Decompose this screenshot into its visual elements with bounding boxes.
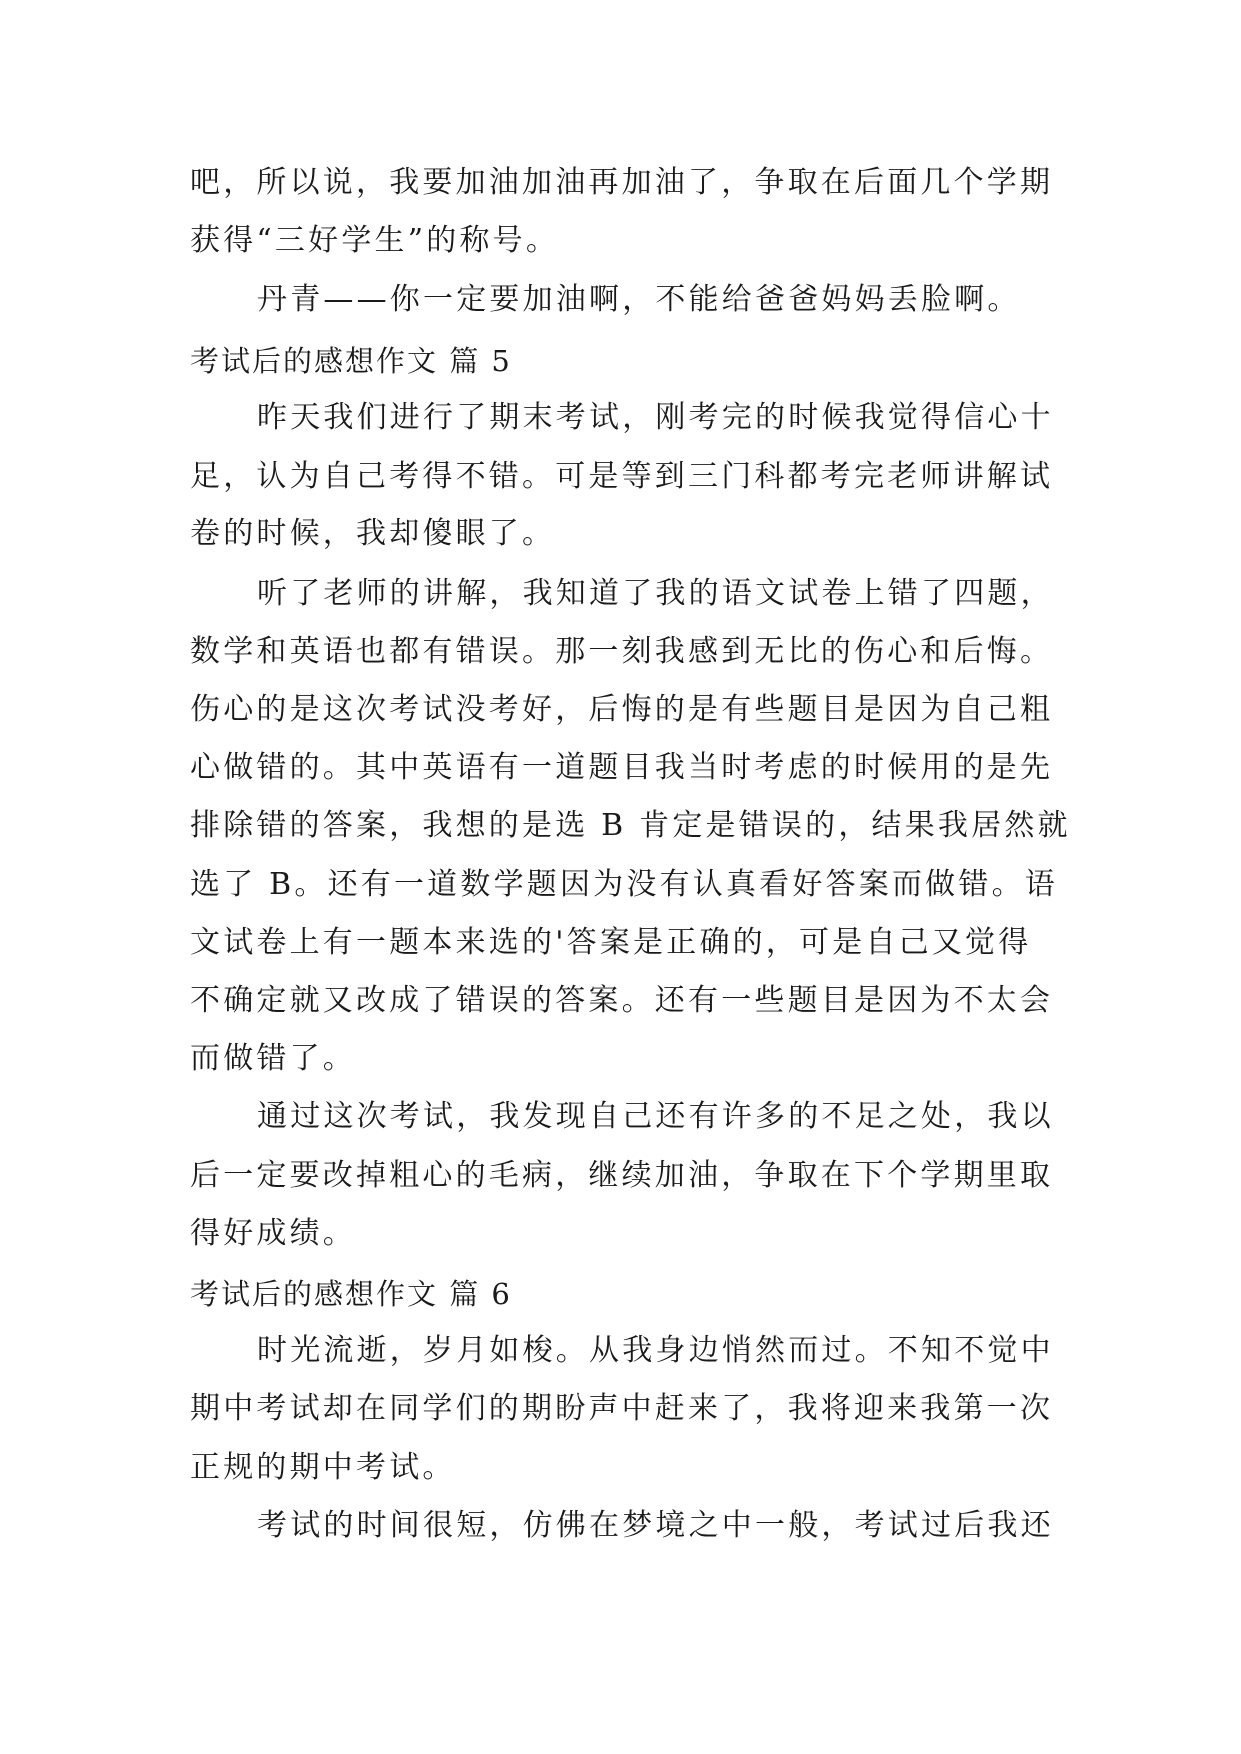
paragraph-line: 听了老师的讲解，我知道了我的语文试卷上错了四题， [257,576,1054,611]
paragraph-line: 卷的时候，我却傻眼了。 [190,516,556,551]
paragraph-line: 后一定要改掉粗心的毛病，继续加油，争取在下个学期里取 [190,1158,1054,1193]
paragraph-line: 期中考试却在同学们的期盼声中赶来了，我将迎来我第一次 [190,1391,1054,1426]
paragraph-line: 排除错的答案，我想的是选 B 肯定是错误的，结果我居然就 [190,808,1071,843]
section-heading: 考试后的感想作文 篇 6 [190,1277,512,1311]
paragraph-line: 足，认为自己考得不错。可是等到三门科都考完老师讲解试 [190,459,1054,494]
paragraph-line: 昨天我们进行了期末考试，刚考完的时候我觉得信心十 [257,400,1054,435]
paragraph-line: 数学和英语也都有错误。那一刻我感到无比的伤心和后悔。 [190,634,1054,669]
paragraph-line: 而做错了。 [190,1041,356,1076]
paragraph-line: 文试卷上有一题本来选的'答案是正确的，可是自己又觉得 [190,925,1032,960]
paragraph-line: 吧，所以说，我要加油加油再加油了，争取在后面几个学期 [190,165,1054,200]
paragraph-line: 获得“三好学生”的称号。 [190,223,560,258]
paragraph-line: 心做错的。其中英语有一道题目我当时考虑的时候用的是先 [190,750,1054,785]
section-heading: 考试后的感想作文 篇 5 [190,344,512,378]
paragraph-line: 得好成绩。 [190,1216,356,1251]
paragraph-line: 正规的期中考试。 [190,1450,456,1485]
paragraph-line: 伤心的是这次考试没考好，后悔的是有些题目是因为自己粗 [190,692,1054,727]
paragraph-line: 不确定就又改成了错误的答案。还有一些题目是因为不太会 [190,983,1054,1018]
paragraph-line: 丹青——你一定要加油啊，不能给爸爸妈妈丢脸啊。 [257,282,1021,317]
paragraph-line: 时光流逝，岁月如梭。从我身边悄然而过。不知不觉中 [257,1333,1054,1368]
paragraph-line: 通过这次考试，我发现自己还有许多的不足之处，我以 [257,1099,1054,1134]
paragraph-line: 选了 B。还有一道数学题因为没有认真看好答案而做错。语 [190,867,1058,902]
paragraph-line: 考试的时间很短，仿佛在梦境之中一般，考试过后我还 [257,1508,1054,1543]
